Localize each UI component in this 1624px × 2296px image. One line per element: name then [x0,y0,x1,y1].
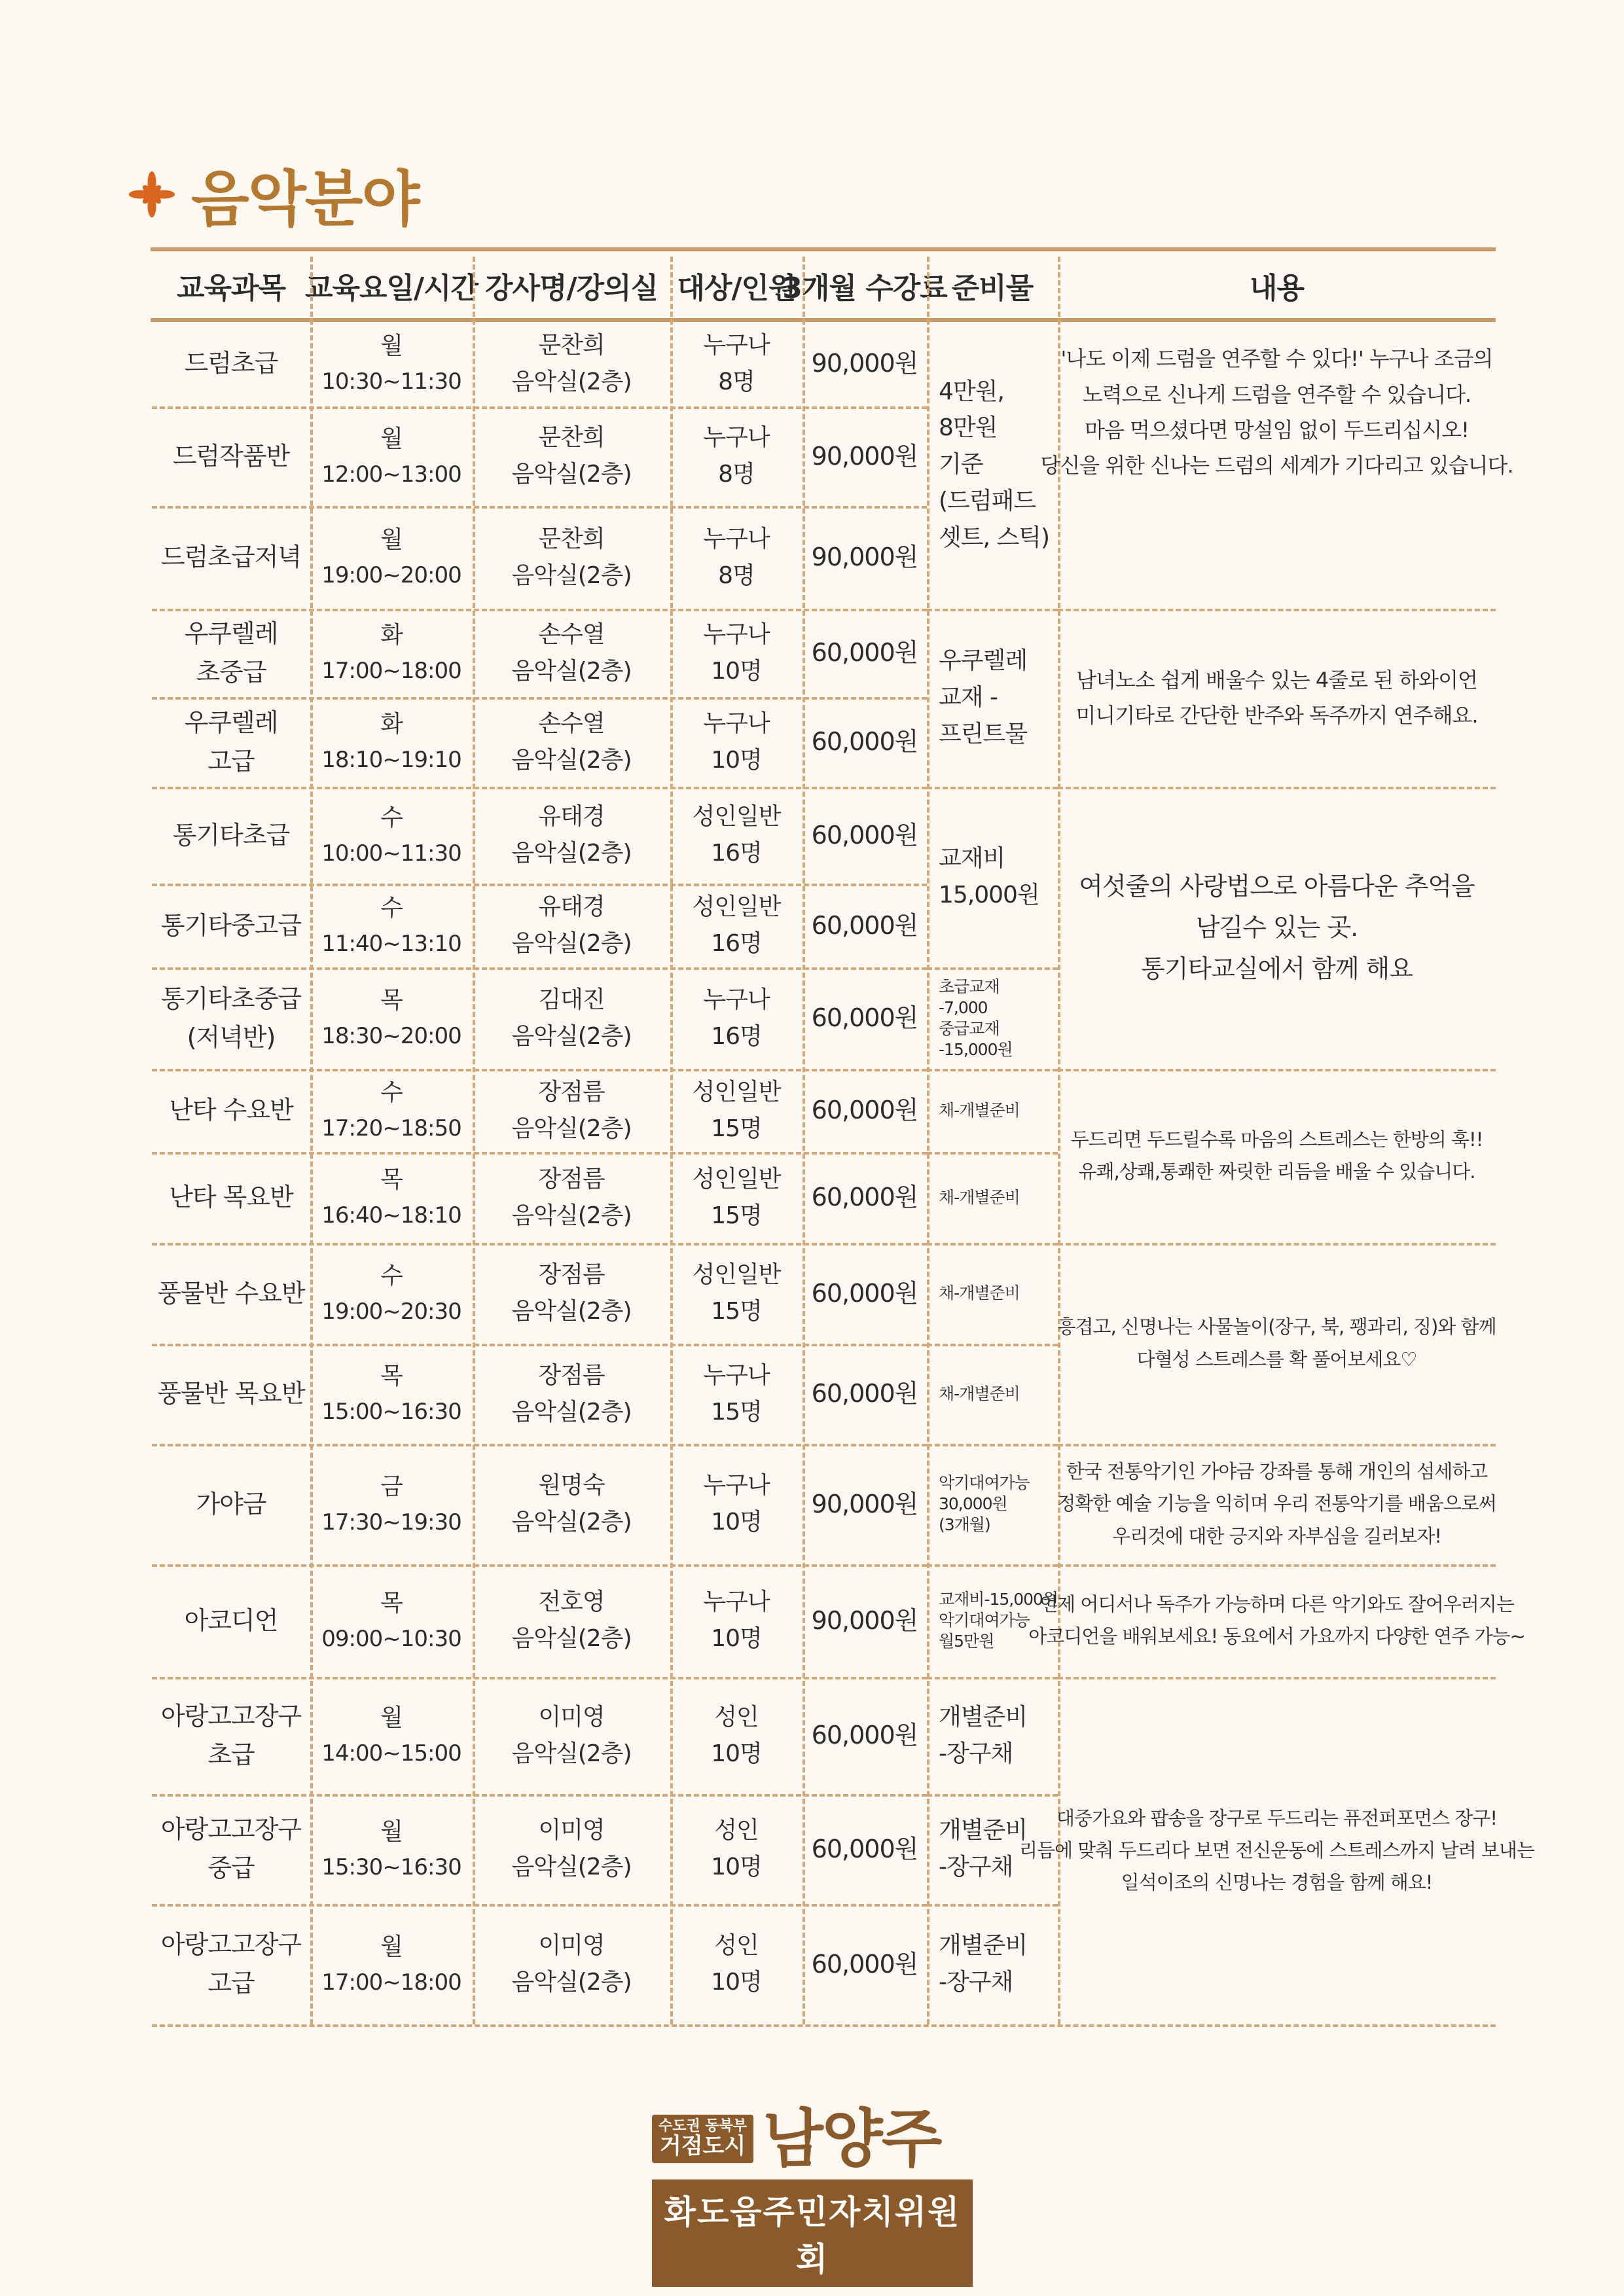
tuition-fee: 60,000원 [811,1183,918,1212]
materials-line: -15,000원 [939,1039,1013,1059]
course-name-line: 통기타초급 [172,820,290,850]
schedule [310,1243,473,1344]
course-name [152,1564,310,1677]
schedule [310,321,473,406]
description-line: 정확한 예술 기능을 익히며 우리 전통악기를 배움으로써 [1057,1492,1496,1515]
description-line: 여섯줄의 사랑법으로 아름다운 추억을 [1079,872,1475,901]
course-description [1058,787,1496,1069]
description-line: 두드리면 두드릴수록 마음의 스트레스는 한방의 훅!! [1070,1128,1483,1151]
course-name [152,1904,310,2024]
materials [927,1152,1058,1243]
city-name: 남양주 [763,2102,941,2176]
table-header-5: 3개월 수강료 [782,272,947,305]
course-name [152,697,310,787]
description-line: 리듬에 맞춰 두드리다 보면 전신운동에 스트레스까지 날려 보내는 [1019,1839,1534,1861]
materials-line: 중급교재 [939,1018,1000,1038]
instructor-room [473,1344,670,1444]
capacity: 10명 [711,1969,762,1996]
target-capacity [670,787,803,884]
schedule-time: 17:00~18:00 [321,658,461,685]
materials [927,1069,1058,1152]
target-group: 성인 [714,1703,759,1731]
course-name-line: 아랑고고장구 [160,1701,302,1731]
target-group: 성인 [714,1932,759,1960]
classroom: 음악실(2층) [511,1115,632,1142]
tuition-fee: 60,000원 [811,638,918,668]
classroom: 음악실(2층) [511,1854,632,1880]
tuition-fee: 60,000원 [811,1096,918,1125]
course-name-line: 우쿠렐레 [184,619,278,648]
schedule [310,787,473,884]
schedule-time: 14:00~15:00 [321,1740,461,1767]
course-description [1019,1677,1534,2024]
course-name-line: 난타 목요반 [169,1183,293,1212]
badge-line-2: 거점도시 [659,2133,746,2160]
course-name-line: 아코디언 [184,1605,278,1635]
materials-line: 채-개별준비 [939,1384,1020,1403]
target-capacity [670,1564,803,1677]
footer-logo [652,2102,973,2287]
materials-line: 프린트물 [939,720,1028,747]
course-name-line: 아랑고고장구 [160,1815,302,1844]
materials [927,1344,1058,1444]
classroom: 음악실(2층) [511,562,632,589]
schedule-time: 11:40~13:10 [321,930,461,957]
schedule-day: 월 [380,425,403,452]
schedule-day: 목 [380,1363,403,1390]
course-name [152,1069,310,1152]
instructor-room [473,1794,670,1904]
classroom: 음악실(2층) [511,1202,632,1229]
description-line: 대중가요와 팝송을 장구로 두드리는 퓨전퍼포먼스 장구! [1056,1806,1498,1829]
materials-line: 교재비-15,000원 [939,1590,1058,1609]
tuition-fee: 60,000원 [811,910,918,940]
schedule-day: 목 [380,987,403,1014]
classroom: 음악실(2층) [511,930,632,957]
city-badge [652,2115,753,2163]
course-description [1058,1444,1496,1564]
materials-line: 악기대여가능 [939,1473,1030,1492]
schedule-time: 16:40~18:10 [321,1202,461,1229]
course-name-line: 드럼초급 [184,349,278,378]
materials [927,1677,1058,1794]
schedule-time: 10:00~11:30 [321,840,461,867]
classroom: 음악실(2층) [511,1298,632,1325]
materials-line: 개별준비 [939,1703,1028,1731]
target-group: 누구나 [703,1361,770,1389]
tuition-fee: 60,000원 [811,727,918,757]
course-name-line: 초급 [208,1740,255,1769]
course-name [152,1152,310,1243]
tuition-fee: 60,000원 [811,1834,918,1863]
schedule [310,1344,473,1444]
tuition-fee: 60,000원 [811,1379,918,1408]
instructor-room [473,609,670,697]
instructor-name: 유태경 [538,803,605,831]
materials [927,1243,1058,1344]
course-name-line: 풍물반 수요반 [157,1278,305,1308]
capacity: 10명 [711,746,762,774]
schedule-time: 18:30~20:00 [321,1023,461,1050]
tuition-fee: 60,000원 [811,1278,918,1308]
classroom: 음악실(2층) [511,840,632,867]
table-header-4: 대상/인원 [677,272,796,305]
target-group: 누구나 [703,620,770,648]
course-name-line: 중급 [208,1854,255,1882]
tuition-fee: 60,000원 [811,1721,918,1750]
schedule-time: 19:00~20:30 [321,1298,461,1325]
description-line: 당신을 위한 신나는 드럼의 세계가 기다리고 있습니다. [1040,453,1513,478]
materials [927,609,1058,787]
schedule [310,697,473,787]
schedule [310,1904,473,2024]
schedule-day: 화 [380,711,403,738]
target-group: 누구나 [703,525,770,552]
target-capacity [670,884,803,967]
description-line: 한국 전통악기인 가야금 강좌를 통해 개인의 섬세하고 [1066,1460,1488,1483]
instructor-room [473,787,670,884]
materials [927,967,1058,1069]
schedule-day: 월 [380,1818,403,1845]
course-name-line: 초중급 [196,657,266,687]
instructor-name: 손수열 [538,620,605,648]
capacity: 10명 [711,1740,762,1767]
schedule [310,609,473,697]
capacity: 16명 [711,1022,762,1050]
description-line: 미니기타로 간단한 반주와 독주까지 연주해요. [1075,703,1478,728]
course-name-line: 통기타중고급 [160,910,302,940]
capacity: 15명 [711,1115,762,1142]
course-name-line: 아랑고고장구 [160,1930,302,1960]
instructor-name: 문찬희 [538,331,605,359]
instructor-room [473,1243,670,1344]
course-name [152,1794,310,1904]
schedule [310,506,473,609]
instructor-room [473,1069,670,1152]
instructor-room [473,1152,670,1243]
course-name-line: 가야금 [196,1489,266,1518]
table-header-7: 내용 [1249,272,1304,305]
tuition-fee: 90,000원 [811,349,918,378]
course-description [1028,1564,1525,1677]
materials-line: 교재 - [939,684,998,711]
course-description [1058,1069,1496,1243]
materials-line: 우쿠렐레 [939,647,1028,675]
target-group: 누구나 [703,709,770,737]
course-name [152,1677,310,1794]
instructor-name: 문찬희 [538,424,605,452]
course-name-line: 드럼작품반 [172,441,290,471]
asterisk-flower-icon [128,171,175,218]
capacity: 8명 [718,562,755,589]
tuition-fee: 90,000원 [811,543,918,572]
classroom: 음악실(2층) [511,1509,632,1535]
target-group: 누구나 [703,1472,770,1499]
target-capacity [670,321,803,406]
table-header-2: 교육요일/시간 [304,272,478,305]
capacity: 10명 [711,657,762,685]
capacity: 15명 [711,1298,762,1325]
target-group: 성인 [714,1817,759,1844]
schedule-day: 월 [380,1933,403,1960]
target-capacity [670,967,803,1069]
instructor-name: 장점름 [538,1261,605,1289]
materials [927,1904,1058,2024]
materials-line: 채-개별준비 [939,1283,1020,1302]
instructor-room [473,1564,670,1677]
materials-line: -장구채 [939,1740,1013,1767]
materials-line: (3개월) [939,1515,990,1534]
materials [927,787,1058,967]
table-header-3: 강사명/강의실 [484,272,659,305]
capacity: 16명 [711,930,762,957]
schedule [310,1152,473,1243]
instructor-room [473,697,670,787]
description-line: 우리것에 대한 긍지와 자부심을 길러보자! [1112,1524,1441,1547]
schedule-day: 수 [380,894,403,922]
target-group: 성인일반 [692,803,781,831]
course-description [1040,321,1513,504]
target-group: 성인일반 [692,893,781,921]
table-header-1: 교육과목 [176,272,285,305]
instructor-name: 김대진 [538,986,605,1013]
classroom: 음악실(2층) [511,1022,632,1050]
schedule-day: 수 [380,1079,403,1107]
classroom: 음악실(2층) [511,1740,632,1767]
target-capacity [670,1243,803,1344]
classroom: 음악실(2층) [511,1969,632,1996]
instructor-room [473,884,670,967]
schedule-time: 15:00~16:30 [321,1399,461,1426]
target-capacity [670,1069,803,1152]
schedule-day: 월 [380,526,403,554]
schedule [310,884,473,967]
target-capacity [670,506,803,609]
schedule-day: 수 [380,804,403,831]
materials-line: 개별준비 [939,1817,1028,1844]
materials-line: 초급교재 [939,977,1000,996]
materials [927,321,1058,609]
capacity: 10명 [711,1509,762,1535]
course-name-line: 풍물반 목요반 [157,1379,305,1408]
schedule-day: 월 [380,1704,403,1732]
capacity: 10명 [711,1625,762,1652]
instructor-name: 장점름 [538,1078,605,1105]
page-title: 음악분야 [191,164,419,234]
materials-line: 교재비 [939,845,1005,872]
classroom: 음악실(2층) [511,1398,632,1426]
course-name [152,787,310,884]
instructor-room [473,506,670,609]
instructor-name: 장점름 [538,1361,605,1389]
schedule-time: 17:20~18:50 [321,1115,461,1142]
badge-line-1: 수도권 동북부 [659,2118,748,2135]
target-capacity [670,1677,803,1794]
schedule [310,1794,473,1904]
target-group: 누구나 [703,331,770,359]
capacity: 8명 [718,368,755,395]
capacity: 10명 [711,1854,762,1880]
schedule-day: 수 [380,1262,403,1289]
target-group: 누구나 [703,1588,770,1616]
course-name [152,506,310,609]
instructor-name: 원명숙 [538,1472,605,1499]
classroom: 음악실(2층) [511,1625,632,1652]
target-capacity [670,609,803,697]
schedule [310,1444,473,1564]
materials-line: 30,000원 [939,1494,1007,1513]
instructor-name: 이미영 [538,1932,605,1960]
schedule-time: 18:10~19:10 [321,747,461,774]
tuition-fee: 60,000원 [811,1003,918,1033]
course-name-line: 난타 수요반 [169,1096,293,1125]
materials-line: 채-개별준비 [939,1187,1020,1207]
target-capacity [670,1344,803,1444]
materials-line: 채-개별준비 [939,1100,1020,1120]
schedule-day: 월 [380,332,403,360]
target-group: 누구나 [703,986,770,1013]
tuition-fee: 60,000원 [811,820,918,850]
description-line: 흥겹고, 신명나는 사물놀이(장구, 북, 꽹과리, 징)와 함께 [1057,1316,1496,1338]
course-name-line: (저녁반) [187,1022,276,1052]
description-line: 일석이조의 신명나는 경험을 함께 해요! [1121,1871,1433,1894]
schedule-time: 09:00~10:30 [321,1625,461,1652]
materials-line: 8만원 [939,414,998,442]
schedule-time: 12:00~13:00 [321,461,461,488]
instructor-room [473,321,670,406]
instructor-name: 유태경 [538,893,605,921]
schedule-time: 10:30~11:30 [321,368,461,395]
course-description [1058,609,1496,787]
instructor-name: 문찬희 [538,525,605,552]
description-line: 노력으로 신나게 드럼을 연주할 수 있습니다. [1082,382,1471,407]
description-line: 아코디언을 배워보세요! 동요에서 가요까지 다양한 연주 가능~ [1028,1625,1525,1647]
classroom: 음악실(2층) [511,461,632,488]
target-capacity [670,406,803,506]
capacity: 8명 [718,461,755,488]
instructor-name: 장점름 [538,1165,605,1193]
description-line: 남녀노소 쉽게 배울수 있는 4줄로 된 하와이언 [1076,667,1477,692]
course-name [152,321,310,406]
target-group: 성인일반 [692,1261,781,1289]
course-name-line: 고급 [208,746,255,776]
target-capacity [670,1904,803,2024]
schedule-day: 화 [380,622,403,649]
materials-line: (드럼패드 [939,487,1036,514]
capacity: 15명 [711,1202,762,1229]
target-capacity [670,697,803,787]
instructor-room [473,1677,670,1794]
page-title-wrap [128,152,419,237]
course-name [152,1243,310,1344]
course-name [152,884,310,967]
target-group: 성인일반 [692,1078,781,1105]
instructor-name: 이미영 [538,1703,605,1731]
table-header-6: 준비물 [951,272,1034,305]
instructor-name: 이미영 [538,1817,605,1844]
classroom: 음악실(2층) [511,368,632,395]
materials-line: -장구채 [939,1969,1013,1996]
description-line: '나도 이제 드럼을 연주할 수 있다!' 누구나 조금의 [1060,346,1493,372]
schedule-time: 15:30~16:30 [321,1854,461,1880]
course-name-line: 고급 [208,1969,255,1998]
capacity: 16명 [711,840,762,867]
materials-line: 개별준비 [939,1932,1028,1960]
capacity: 15명 [711,1398,762,1426]
instructor-room [473,1904,670,2024]
schedule [310,1069,473,1152]
tuition-fee: 90,000원 [811,1605,918,1635]
row-divider [152,2024,1496,2027]
course-name [152,1444,310,1564]
course-name [152,406,310,506]
target-capacity [670,1444,803,1564]
instructor-name: 손수열 [538,709,605,737]
instructor-room [473,967,670,1069]
organization-name: 화도읍주민자치위원회 [652,2179,973,2287]
schedule [310,967,473,1069]
target-capacity [670,1794,803,1904]
materials-line: 15,000원 [939,882,1039,908]
description-line: 유쾌,상쾌,통쾌한 짜릿한 리듬을 배울 수 있습니다. [1078,1160,1475,1183]
tuition-fee: 90,000원 [811,1489,918,1518]
course-name [152,1344,310,1444]
instructor-room [473,1444,670,1564]
materials-line: 악기대여가능 [939,1611,1030,1630]
materials-line: 기준 [939,451,983,478]
schedule-time: 19:00~20:00 [321,562,461,589]
description-line: 언제 어디서나 독주가 가능하며 다른 악기와도 잘어우러지는 [1039,1592,1514,1615]
target-group: 성인일반 [692,1165,781,1193]
schedule [310,1677,473,1794]
course-description [1058,1243,1496,1444]
course-name-line: 드럼초급저녁 [160,543,302,572]
schedule-time: 17:00~18:00 [321,1969,461,1996]
description-line: 남길수 있는 곳. [1195,913,1358,942]
description-line: 다혈성 스트레스를 확 풀어보세요♡ [1136,1348,1417,1371]
course-name [152,609,310,697]
materials-line: -7,000 [939,997,988,1017]
schedule-time: 17:30~19:30 [321,1509,461,1535]
target-group: 누구나 [703,424,770,452]
schedule-day: 목 [380,1589,403,1617]
tuition-fee: 90,000원 [811,441,918,471]
schedule [310,1564,473,1677]
schedule-day: 목 [380,1166,403,1194]
materials-line: 셋트, 스틱) [939,524,1050,551]
description-line: 마음 먹으셨다면 망설임 없이 두드리십시오! [1085,418,1469,442]
target-capacity [670,1152,803,1243]
materials-line: 월5만원 [939,1632,994,1651]
classroom: 음악실(2층) [511,657,632,685]
instructor-room [473,406,670,506]
materials-line: 4만원, [939,378,1004,405]
classroom: 음악실(2층) [511,746,632,774]
schedule-day: 금 [380,1473,403,1500]
materials [927,1444,1058,1564]
course-name-line: 우쿠렐레 [184,708,278,737]
schedule [310,406,473,506]
course-name-line: 통기타초중급 [160,984,302,1013]
instructor-name: 전호영 [538,1588,605,1616]
materials-line: -장구채 [939,1854,1013,1880]
tuition-fee: 60,000원 [811,1949,918,1979]
course-name [152,967,310,1069]
description-line: 통기타교실에서 함께 해요 [1141,954,1413,983]
